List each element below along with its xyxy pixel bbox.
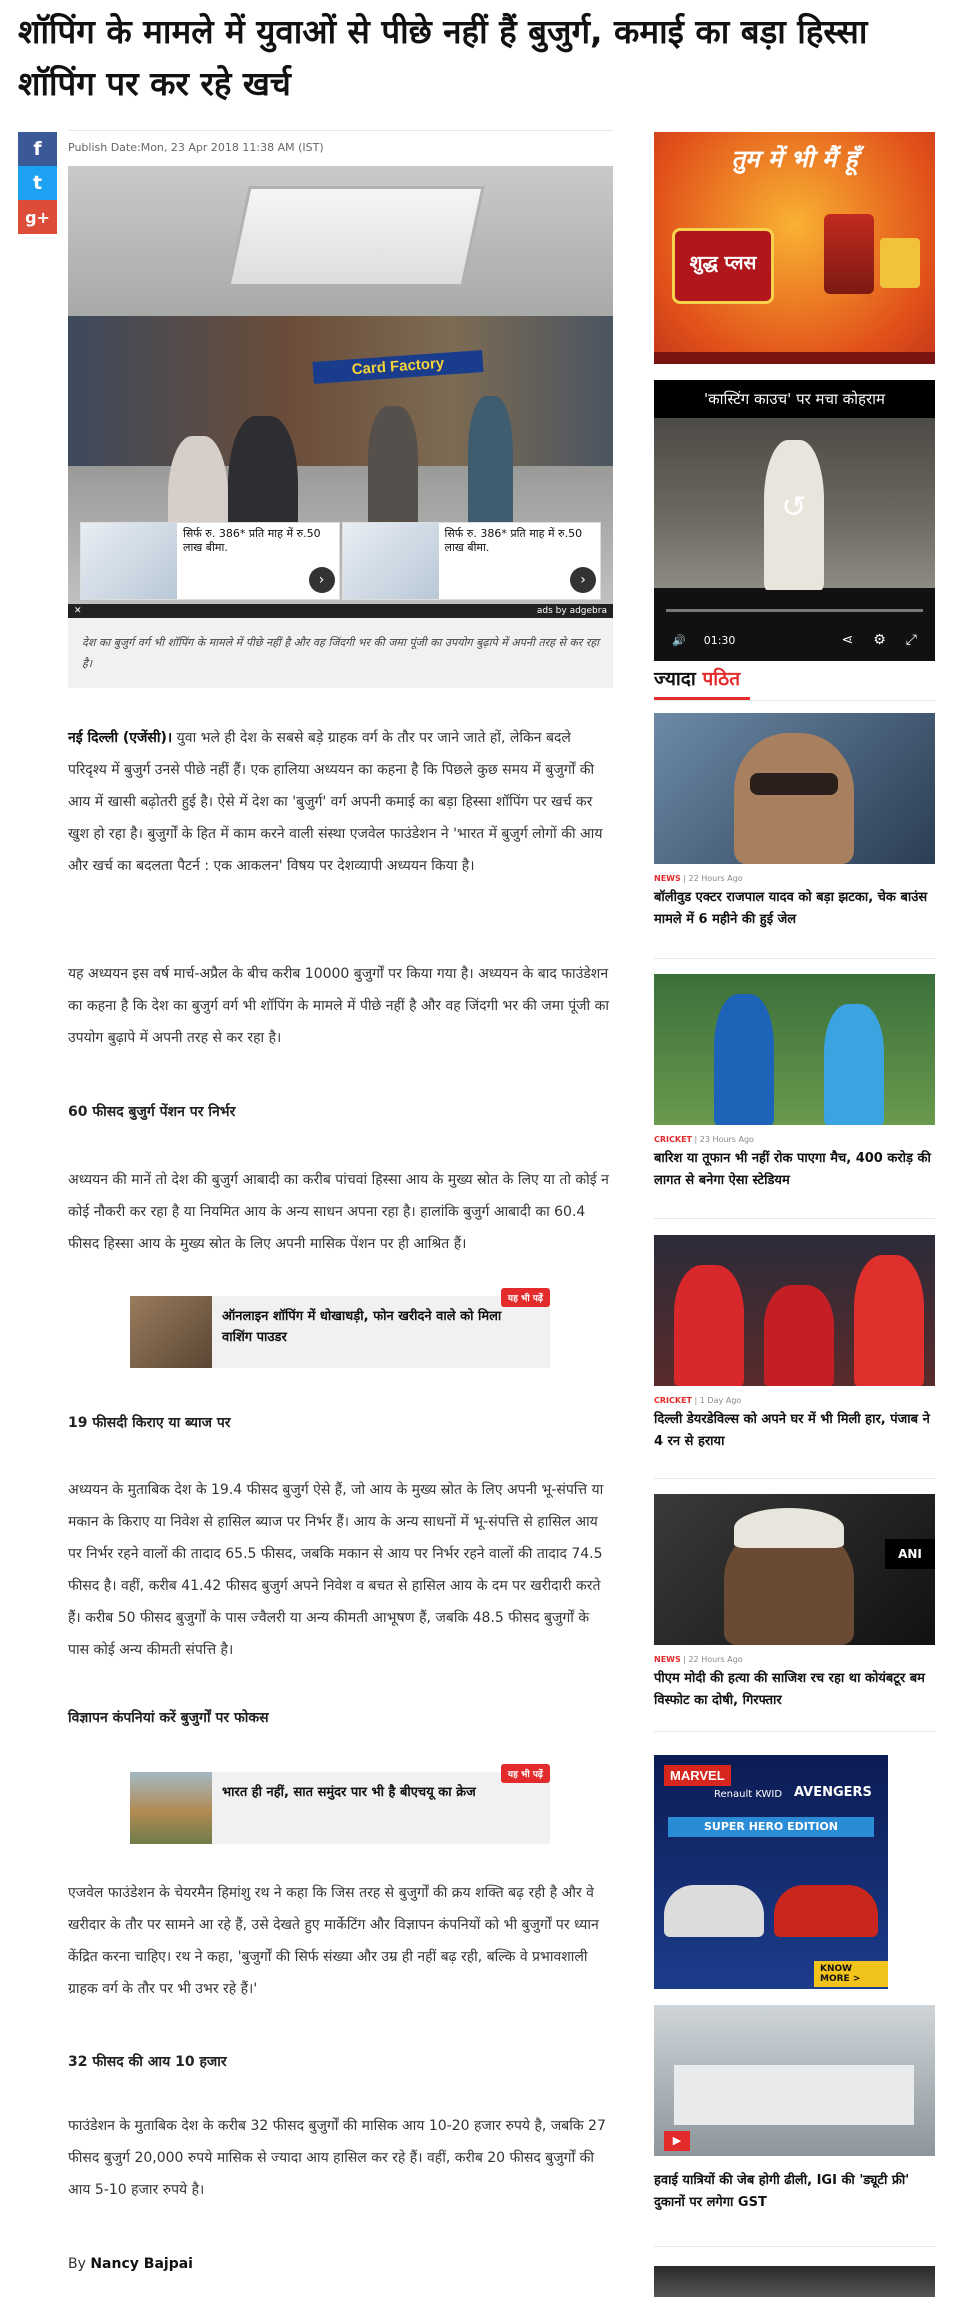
most-read-card[interactable]	[654, 1494, 935, 1712]
hero-skylight	[227, 186, 484, 287]
close-icon[interactable]: ✕	[74, 606, 82, 616]
video-title: 'कास्टिंग काउच' पर मचा कोहराम	[654, 380, 935, 418]
article-subheading: 19 फीसदी किराए या ब्याज पर	[68, 1415, 231, 1431]
sunglasses	[750, 773, 838, 795]
article-subheading: 32 फीसद की आय 10 हजार	[68, 2054, 227, 2070]
card-time: 1 Day Ago	[699, 1396, 742, 1405]
portrait-figure	[734, 733, 854, 864]
divider	[654, 958, 935, 959]
card-title[interactable]: बॉलीवुड एक्टर राजपाल यादव को बड़ा झटका, चेक बाउंस मामले में 6 महीने की हुई जेल	[654, 890, 928, 927]
most-read-header	[654, 664, 935, 701]
googleplus-icon: g+	[25, 207, 50, 227]
most-read-heading: ज्यादा पठित	[654, 668, 741, 690]
player-figure	[854, 1255, 924, 1386]
sidebar-ad-banner[interactable]	[654, 132, 935, 364]
sidebar-car-ad[interactable]	[654, 1755, 888, 1989]
most-read-card[interactable]	[654, 1235, 935, 1453]
also-read-card[interactable]	[130, 1296, 550, 1368]
article-subheading: 60 फीसद बुजुर्ग पेंशन पर निर्भर	[68, 1104, 236, 1120]
store-sign: Card Factory	[312, 350, 483, 384]
image-caption: देश का बुजुर्ग वर्ग भी शॉपिंग के मामले में पीछे नहीं है और वह जिंदगी भर की जमा पूंजी का उपयोग बुढ़ापे में अपनी तरह से कर रहा है।	[68, 618, 613, 688]
article-paragraph: फाउंडेशन के मुताबिक देश के करीब 32 फीसद बुजुर्गों की मासिक आय 10-20 हजार रुपये है, जबकि 27 फीसद बुजुर्ग 20,000 रुपये मासिक से ज्यादा आय हासिल कर रहे हैं। वहीं, करीब 20 फीसद बुजुर्गों की आय 5-10 हजार रुपये है।	[68, 2118, 606, 2198]
ad-brand-logo: शुद्ध प्लस	[672, 228, 774, 304]
player-figure	[764, 1285, 834, 1386]
ad-avengers-label: AVENGERS	[794, 1785, 872, 1800]
facebook-share-button[interactable]	[18, 132, 57, 166]
know-more-button[interactable]: KNOW MORE >	[814, 1961, 888, 1987]
car-image	[774, 1885, 878, 1937]
player-figure	[714, 994, 774, 1125]
also-read-title[interactable]: ऑनलाइन शॉपिंग में धोखाधड़ी, फोन खरीदने वाले को मिला वाशिंग पाउडर	[222, 1309, 502, 1345]
also-read-card[interactable]	[130, 1772, 550, 1844]
divider	[654, 2246, 935, 2247]
card-meta: CRICKET | 1 Day Ago	[654, 1396, 742, 1405]
divider	[654, 1478, 935, 1479]
share-icon[interactable]: ⋖	[841, 632, 854, 648]
play-icon[interactable]: ▶	[664, 2131, 690, 2151]
divider	[654, 1218, 935, 1219]
next-card-image[interactable]	[654, 2266, 935, 2297]
card-title[interactable]: हवाई यात्रियों की जेब होगी ढीली, IGI की 'ड्यूटी फ्री' दुकानों पर लगेगा GST	[654, 2173, 910, 2210]
replay-icon[interactable]: ↺	[781, 490, 807, 525]
chevron-right-icon[interactable]: ›	[570, 567, 596, 593]
ad-tagline: तुम में भी मैं हूँ	[731, 145, 858, 173]
article-paragraph: अध्ययन की मानें तो देश की बुजुर्ग आबादी का करीब पांचवां हिस्सा आय के मुख्य स्रोत के लिए या तो कोई न कोई नौकरी कर रहा है या नियमित आय के अन्य साधन अपना रहा है। हालांकि बुजुर्ग आबादी का 60.4 फीसद हिस्सा आय के मुख्य स्रोत के लिए अपनी मासिक पेंशन पर ही आश्रित हैं।	[68, 1172, 609, 1252]
duty-free-shop	[674, 2065, 914, 2125]
card-meta: NEWS | 22 Hours Ago	[654, 874, 743, 883]
card-image[interactable]	[654, 1235, 935, 1386]
also-read-title[interactable]: भारत ही नहीं, सात समुंदर पार भी है बीएचयू का क्रेज	[222, 1785, 476, 1800]
product-jar	[824, 214, 874, 294]
twitter-share-button[interactable]	[18, 166, 57, 200]
article-paragraph: नई दिल्ली (एजेंसी)। युवा भले ही देश के सबसे बड़े ग्राहक वर्ग के तौर पर जाने जाते हों, लेकिन बदले परिदृश्य में बुजुर्ग उनसे पीछे नहीं हैं। एक हालिया अध्ययन का कहना है कि पिछले कुछ समय में बुजुर्गों की आय में खासी बढ़ोतरी हुई है। ऐसे में देश का 'बुजुर्ग' वर्ग अपनी कमाई का बड़ा हिस्सा शॉपिंग पर खर्च कर खुश हो रहा है। बुजुर्गों के हित में काम करने वाली संस्था एजवेल फाउंडेशन ने 'भारत में बुजुर्ग लोगों की आय और खर्च का बदलता पैटर्न : एक आकलन' विषय पर देशव्यापी अध्ययन किया है।	[68, 730, 603, 874]
ad-text: सिर्फ रु. 386* प्रति माह में रु.50 लाख बीमा.	[444, 527, 583, 554]
shopper-figure	[468, 396, 513, 536]
skullcap	[734, 1508, 844, 1548]
card-time: 22 Hours Ago	[688, 874, 743, 883]
also-read-badge: यह भी पढ़ें	[501, 1764, 550, 1783]
card-title[interactable]: दिल्ली डेयरडेविल्स को अपने घर में भी मिली हार, पंजाब ने 4 रन से हराया	[654, 1412, 930, 1449]
fullscreen-icon[interactable]: ⤢	[905, 632, 917, 648]
card-time: 22 Hours Ago	[688, 1655, 743, 1664]
card-category: NEWS	[654, 1655, 681, 1664]
most-read-card[interactable]	[654, 2005, 935, 2214]
googleplus-share-button[interactable]	[18, 200, 57, 234]
also-read-thumbnail	[130, 1296, 212, 1368]
also-read-thumbnail	[130, 1772, 212, 1844]
card-time: 23 Hours Ago	[699, 1135, 754, 1144]
publish-date: Publish Date:Mon, 23 Apr 2018 11:38 AM (IST)	[68, 130, 613, 154]
facebook-icon: f	[33, 138, 42, 160]
card-category: CRICKET	[654, 1135, 692, 1144]
product-pack	[880, 238, 920, 288]
ad-footer-strip	[654, 352, 935, 364]
inline-ad[interactable]	[80, 522, 340, 600]
hero-storefront	[68, 316, 613, 466]
volume-icon[interactable]: 🔊	[672, 633, 686, 647]
article-subheading: विज्ञापन कंपनियां करें बुजुर्गों पर फोकस	[68, 1710, 269, 1726]
video-controls	[654, 620, 935, 660]
card-title[interactable]: बारिश या तूफान भी नहीं रोक पाएगा मैच, 400 करोड़ की लागत से बनेगा ऐसा स्टेडियम	[654, 1151, 931, 1188]
card-category: CRICKET	[654, 1396, 692, 1405]
card-category: NEWS	[654, 874, 681, 883]
ad-bar	[68, 604, 613, 618]
hero-image	[68, 166, 613, 618]
article-paragraph: यह अध्ययन इस वर्ष मार्च-अप्रैल के बीच करीब 10000 बुजुर्गों पर किया गया है। अध्ययन के बाद फाउंडेशन का कहना है कि देश का बुजुर्ग वर्ग भी शॉपिंग के मामले में पीछे नहीं है और वह जिंदगी भर की जमा पूंजी का उपयोग बुढ़ापे में अपनी तरह से कर रहा है।	[68, 966, 610, 1046]
ad-thumbnail	[343, 523, 439, 599]
also-read-badge: यह भी पढ़ें	[501, 1288, 550, 1307]
player-figure	[824, 1004, 884, 1125]
card-image[interactable]	[654, 713, 935, 864]
inline-ad[interactable]	[342, 522, 602, 600]
card-meta: CRICKET | 23 Hours Ago	[654, 1135, 754, 1144]
ads-by-label[interactable]: ads by adgebra	[536, 606, 607, 616]
shopper-figure	[368, 406, 418, 536]
video-player[interactable]	[654, 380, 935, 661]
divider	[654, 1731, 935, 1732]
ad-marvel-logo: MARVEL	[664, 1765, 731, 1786]
author-name[interactable]: Nancy Bajpai	[90, 2256, 193, 2272]
ad-thumbnail	[81, 523, 177, 599]
card-meta: NEWS | 22 Hours Ago	[654, 1655, 743, 1664]
player-figure	[674, 1265, 744, 1386]
article-paragraph: एजवेल फाउंडेशन के चेयरमैन हिमांशु रथ ने कहा कि जिस तरह से बुजुर्गों की क्रय शक्ति बढ़ रही है और वे खरीदार के तौर पर सामने आ रहे हैं, उसे देखते हुए मार्केटिंग और विज्ञापन कंपनियों को भी बुजुर्गों पर ध्यान केंद्रित करना चाहिए। रथ ने कहा, 'बुजुर्गों की सिर्फ संख्या और उम्र ही नहीं बढ़ रही, बल्कि वे प्रभावशाली ग्राहक वर्ग के तौर पर भी उभर रहे हैं।'	[68, 1885, 599, 1997]
article-byline: By Nancy Bajpai	[68, 2256, 193, 2272]
ad-text: सिर्फ रु. 386* प्रति माह में रु.50 लाख बीमा.	[183, 527, 321, 554]
ad-edition-label: SUPER HERO EDITION	[668, 1817, 874, 1837]
video-time: 01:30	[703, 633, 736, 647]
dateline: नई दिल्ली (एजेंसी)।	[68, 730, 173, 746]
gear-icon[interactable]: ⚙	[873, 632, 886, 648]
card-image[interactable]	[654, 1494, 935, 1645]
card-image[interactable]	[654, 2005, 935, 2156]
heading-underline	[654, 697, 750, 700]
twitter-icon: t	[32, 172, 43, 194]
article-headline: शॉपिंग के मामले में युवाओं से पीछे नहीं हैं बुजुर्ग, कमाई का बड़ा हिस्सा शॉपिंग पर कर रहे खर्च	[18, 12, 868, 103]
channel-logo: ANI	[885, 1539, 935, 1569]
card-image[interactable]	[654, 974, 935, 1125]
article-paragraph: अध्ययन के मुताबिक देश के 19.4 फीसद बुजुर्ग ऐसे हैं, जो आय के मुख्य स्रोत के लिए अपनी भू-संपत्ति या मकान के किराए या निवेश से हासिल ब्याज पर निर्भर हैं। आय के अन्य साधनों में भू-संपत्ति से हासिल आय पर निर्भर रहने वालों की तादाद 65.5 फीसद, जबकि मकान से आय पर निर्भर रहने वालों की तादाद 74.5 फीसद है। वहीं, करीब 41.42 फीसद बुजुर्ग अपने निवेश व बचत से हासिल आय के दम पर खरीदारी करते हैं। करीब 50 फीसद बुजुर्गों के पास ज्वैलरी या अन्य कीमती आभूषण हैं, जबकि 48.5 फीसद बुजुर्गों के पास कोई अन्य कीमती संपत्ति है।	[68, 1482, 604, 1658]
card-title[interactable]: पीएम मोदी की हत्या की साजिश रच रहा था कोयंबटूर बम विस्फोट का दोषी, गिरफ्तार	[654, 1671, 925, 1708]
most-read-card[interactable]	[654, 974, 935, 1192]
video-progress-bar[interactable]	[666, 609, 923, 612]
most-read-card[interactable]	[654, 713, 935, 931]
car-image	[664, 1885, 764, 1937]
inline-ad-strip	[80, 522, 601, 600]
chevron-right-icon[interactable]: ›	[309, 567, 335, 593]
ad-renault-label: Renault KWID	[714, 1789, 783, 1800]
